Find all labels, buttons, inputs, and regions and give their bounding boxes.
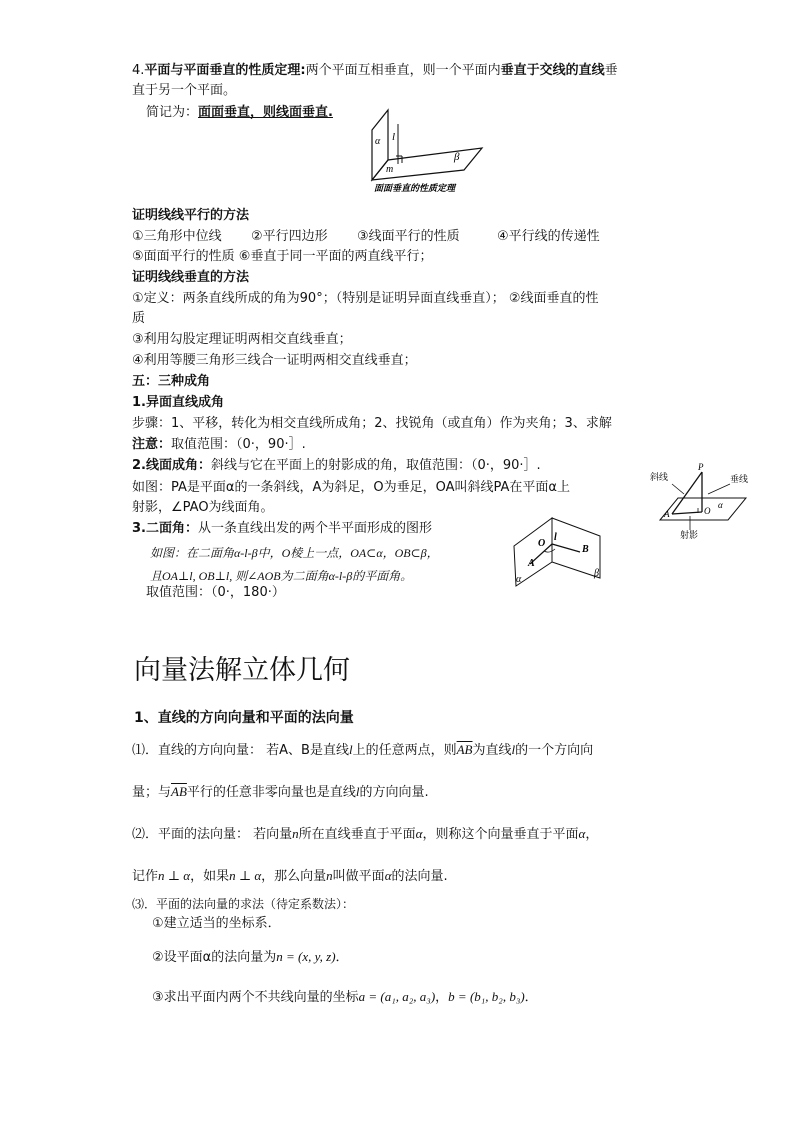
p1-text-e: 量；与 (132, 785, 172, 800)
p1-text-d: 的一个方向向 (515, 743, 594, 758)
fig2-O-label: O (704, 506, 711, 516)
p1-text-a: ⑴．直线的方向向量： 若A、B是直线 (132, 743, 349, 758)
normal-vector-line-1 (132, 825, 598, 844)
normal-step-2 (152, 948, 349, 967)
p2-text-c: ，则称这个向量垂直于平面 (422, 827, 579, 842)
p2-alpha-b: α (578, 826, 586, 841)
line-plane-angle-figure (646, 462, 756, 540)
fig2-alpha-label: α (718, 500, 723, 510)
fig3-beta-label: β (594, 568, 599, 579)
parallel-item-1: ①三角形中位线 (132, 229, 222, 244)
p1-text-g: 的方向向量. (359, 785, 429, 800)
theorem-line-2: 直于另一个平面。 (132, 83, 237, 98)
p1-text-b: 上的任意两点，则 (352, 743, 457, 758)
perp-line-4: ④利用等腰三角形三线合一证明两相交直线垂直； (132, 353, 417, 368)
fig3-O-label: O (538, 538, 546, 549)
vector-heading: 向量法解立体几何 (134, 655, 350, 686)
p2-text-b: 所在直线垂直于平面 (298, 827, 416, 842)
angle2-line-2: 如图：PA是平面α的一条斜线，A为斜足，O为垂足，OA叫斜线PA在平面α上 (132, 480, 570, 495)
parallel-item-3: ③线面平行的性质 (357, 229, 460, 244)
p2-n-b: n (326, 868, 333, 883)
fig1-caption: 面面垂直的性质定理 (374, 183, 456, 193)
perp-line-2: 质 (132, 311, 146, 326)
theorem-line-1 (132, 62, 618, 80)
fig3-B-label: B (582, 544, 589, 555)
theorem-title: 平面与平面垂直的性质定理: (144, 63, 306, 78)
angle1-range-text: 取值范围：（0·，90·］. (171, 437, 306, 452)
angle3-text: 从一条直线出发的两个半平面形成的图形 (197, 521, 432, 536)
perp-line-3: ③利用勾股定理证明两相交直线垂直； (132, 332, 352, 347)
fig2-perp-label: 垂线 (730, 474, 749, 484)
fig3-alpha-label: α (516, 574, 522, 585)
p1-l-b: l (511, 742, 516, 757)
angle2-line-1 (132, 457, 541, 475)
dihedral-angle-figure (508, 516, 608, 590)
fig1-alpha-label: α (375, 136, 381, 147)
perp-line-1: ①定义：两条直线所成的角为90°；（特别是证明异面直线垂直）； ②线面垂直的性 (132, 291, 599, 306)
p1-l-c: l (355, 784, 360, 799)
p2-text-g: ，那么向量 (261, 869, 327, 884)
p1-text-f: 平行的任意非零向量也是直线 (186, 785, 356, 800)
direction-vector-line-2 (132, 783, 429, 802)
plane-perpendicular-figure (360, 108, 490, 196)
normal-vector-line-2 (132, 867, 448, 886)
parallel-row-2: ⑤面面平行的性质 ⑥垂直于同一平面的两直线平行； (132, 249, 433, 264)
fig1-beta-label: β (454, 151, 460, 163)
step2-formula: n = (x, y, z) (276, 949, 336, 964)
step2-text: ②设平面α的法向量为 (152, 950, 277, 965)
fig3-A-label: A (528, 558, 535, 569)
short-text: 面面垂直，则线面垂直. (198, 105, 333, 120)
step2-end: ． (335, 950, 349, 965)
p1-text-c: 为直线 (472, 743, 512, 758)
p1-AB-a: $\overline{AB}$ (456, 742, 473, 757)
fig3-l-label: l (554, 532, 557, 543)
p2-text-h: 叫做平面 (332, 869, 385, 884)
p1-AB-b: $\overline{AB}$ (171, 784, 187, 799)
normal-method-title: ⑶．平面的法向量的求法（待定系数法）： (132, 897, 355, 911)
angle1-title: 1.异面直线成角 (132, 395, 224, 410)
theorem-text-a: 两个平面互相垂直，则一个平面内 (305, 63, 501, 78)
short-label: 简记为： (146, 105, 199, 120)
angles-title: 五：三种成角 (132, 374, 211, 389)
angle2-line-3: 射影，∠PAO为线面角。 (132, 500, 274, 515)
angle1-steps: 步骤：1、平移，转化为相交直线所成角；2、找锐角（或直角）作为夹角；3、求解 (132, 416, 612, 431)
fig2-A-label: A (664, 509, 670, 519)
p2-perp-a: n ⊥ α (158, 868, 191, 883)
p2-text-f: ，如果 (190, 869, 230, 884)
step3-sep: ， (435, 990, 449, 1005)
direction-vector-line-1 (132, 741, 593, 760)
normal-step-3 (152, 988, 538, 1007)
p2-text-e: 记作 (132, 869, 159, 884)
angle3-line-1 (132, 520, 432, 538)
p2-text-d: ， (585, 827, 599, 842)
p1-l-a: l (348, 742, 353, 757)
parallel-item-4: ④平行线的传递性 (497, 229, 600, 244)
parallel-row-1 (132, 228, 600, 246)
theorem-text-bold: 垂直于交线的直线 (500, 63, 605, 78)
vector-subheading-1: 1、直线的方向向量和平面的法向量 (134, 710, 354, 726)
angle2-text: 斜线与它在平面上的射影成的角，取值范围：（0·，90·］. (210, 458, 541, 473)
angle3-range: 取值范围：（0·，180·） (146, 585, 285, 600)
fig1-l-label: l (392, 131, 396, 143)
parallel-title: 证明线线平行的方法 (132, 208, 250, 223)
perp-title: 证明线线垂直的方法 (132, 270, 250, 285)
p2-alpha-c: α (384, 868, 392, 883)
angle3-label: 3.二面角： (132, 521, 198, 536)
fig1-m-label: m (386, 164, 394, 175)
angle1-range-label: 注意： (132, 437, 172, 452)
step3-text: ③求出平面内两个不共线向量的坐标 (152, 990, 359, 1005)
angle3-line-3: 且OA⊥l, OB⊥l, 则∠AOB为二面角α-l-β的平面角。 (150, 569, 413, 583)
step3-formula-a: a = (a₁, a₂, a₃) (358, 989, 436, 1004)
angle1-range (132, 436, 306, 454)
p2-perp-b: n ⊥ α (229, 868, 262, 883)
theorem-text-b: 垂 (604, 63, 618, 78)
step3-end: ． (524, 990, 538, 1005)
p2-alpha-a: α (415, 826, 423, 841)
parallel-item-2: ②平行四边形 (251, 229, 328, 244)
fig2-slant-label: 斜线 (650, 472, 669, 482)
angle2-label: 2.线面成角： (132, 458, 211, 473)
angle3-line-2: 如图：在二面角α-l-β中，O棱上一点，OA⊂α，OB⊂β， (150, 546, 439, 560)
fig2-P-label: P (698, 462, 704, 472)
normal-step-1: ①建立适当的坐标系． (152, 916, 281, 931)
fig2-proj-label: 射影 (680, 530, 699, 540)
p2-n-a: n (292, 826, 299, 841)
theorem-short (146, 104, 333, 122)
step3-formula-b: b = (b₁, b₂, b₃) (448, 989, 525, 1004)
theorem-number: 4. (132, 63, 145, 78)
p2-text-a: ⑵．平面的法向量： 若向量 (132, 827, 293, 842)
p2-text-i: 的法向量. (391, 869, 448, 884)
